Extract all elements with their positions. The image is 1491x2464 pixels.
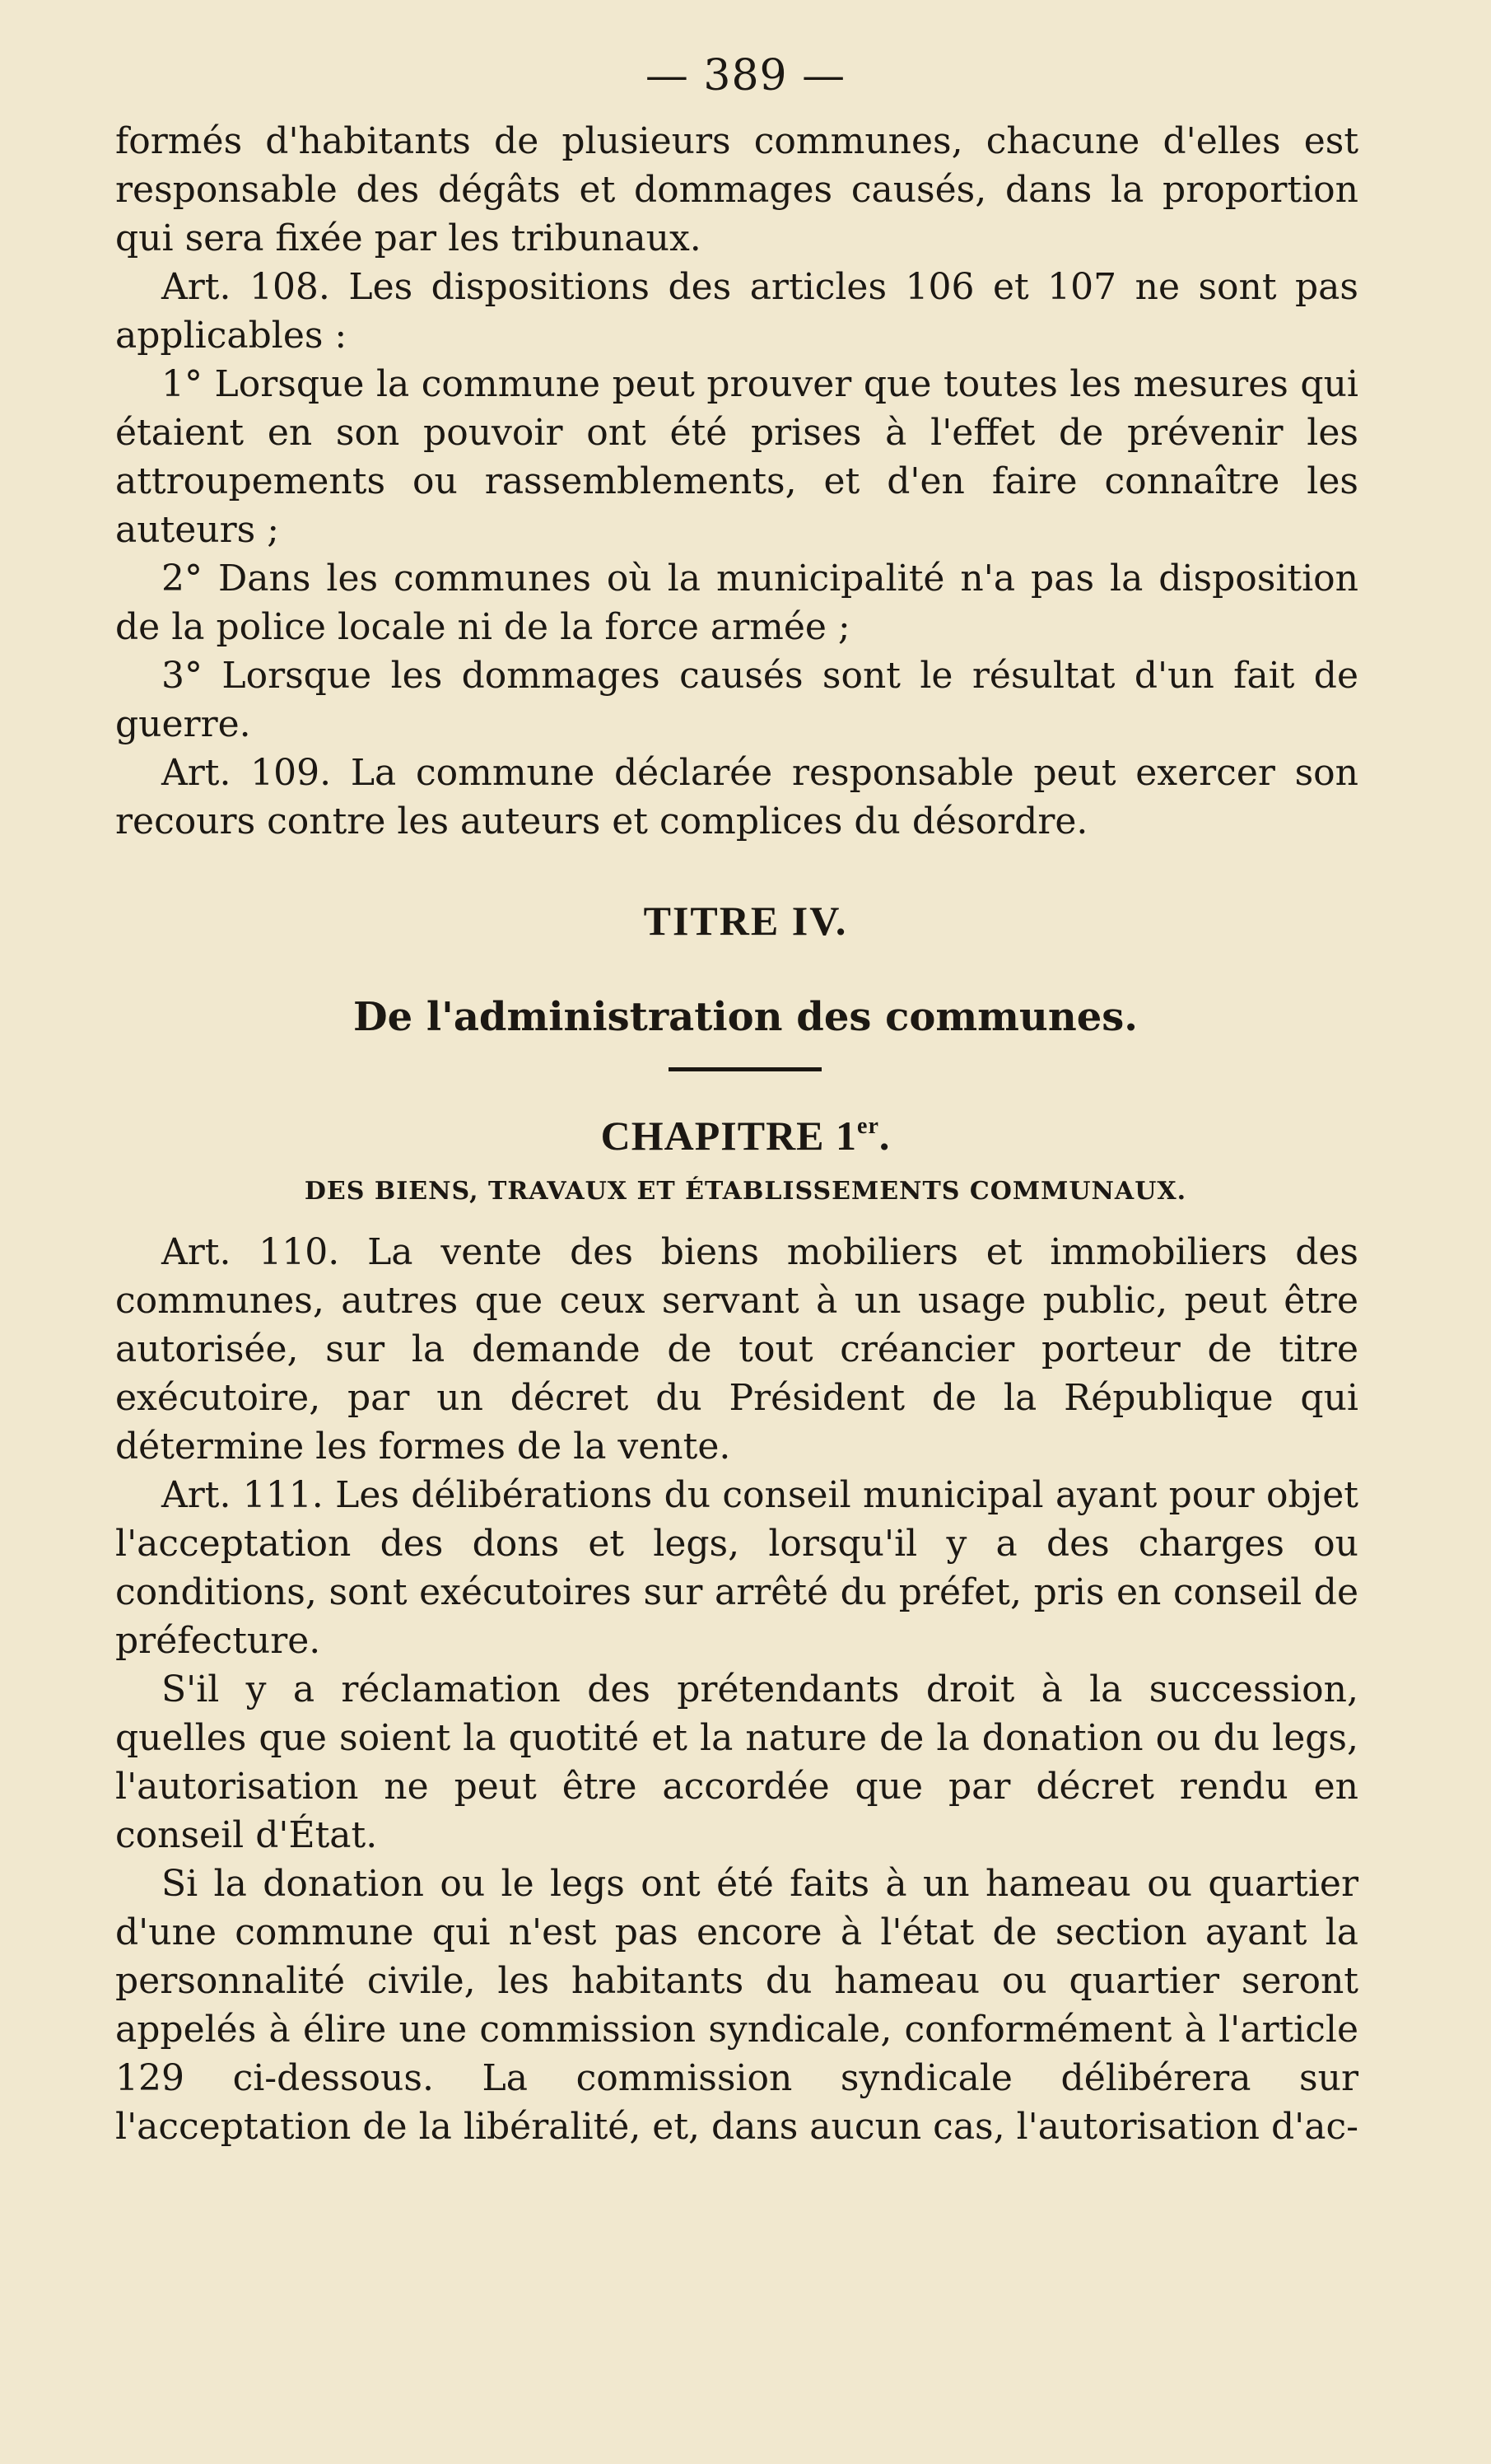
top-text-block [115,117,1358,846]
paragraph: 2° Dans les communes où la municipalité n'a pas la disposition de la police locale ni de la force armée ; [115,558,1358,648]
page-number: — 389 — [645,51,846,100]
paragraph: Art. 111. Les délibérations du conseil municipal ayant pour objet l'acceptation des dons et legs, lorsqu'il y a des charges ou conditions, sont exécutoires sur arrêté du préfet, pris en conseil de préfecture. [115,1474,1358,1662]
paragraph: Art. 110. La vente des biens mobiliers et immobiliers des communes, autres que ceux servant à un usage public, peut être autorisée, sur la demande de tout créancier porteur de titre exécutoire, par un décret du Président de la République qui détermine les formes de la vente. [115,1231,1358,1468]
paragraph: 3° Lorsque les dommages causés sont le résultat d'un fait de guerre. [115,655,1358,745]
divider-rule [669,1067,822,1071]
titre-heading: TITRE IV. [643,898,848,944]
chapitre-suffix: er [857,1113,879,1139]
paragraph: Si la donation ou le legs ont été faits à un hameau ou quartier d'une commune qui n'est pas encore à l'état de section ayant la personnalité civile, les habitants du hameau ou quartier seront appelés à élire une commission syndicale, conformément à l'article 129 ci-dessous. La commission syndicale délibérera sur l'acceptation de la libéralité, et, dans aucun cas, l'autorisation d'ac- [115,1863,1359,2148]
paragraph: formés d'habitants de plusieurs communes, chacune d'elles est responsable des dégâts et dommages causés, dans la proportion qui sera fixée par les tribunaux. [115,120,1358,259]
paragraph: S'il y a réclamation des prétendants droit à la succession, quelles que soient la quotité et la nature de la donation ou du legs, l'autorisation ne peut être accordée que par décret rendu en conseil d'État. [115,1668,1358,1856]
paragraph: Art. 109. La commune déclarée responsable peut exercer son recours contre les auteurs et complices du désordre. [115,752,1358,842]
bottom-text-block [115,1228,1358,2151]
chapitre-main: CHAPITRE 1 [600,1113,858,1159]
paragraph: Art. 108. Les dispositions des articles 106 et 107 ne sont pas applicables : [115,266,1358,357]
paragraph: 1° Lorsque la commune peut prouver que toutes les mesures qui étaient en son pouvoir ont été prises à l'effet de prévenir les attroupements ou rassemblements, et d'en faire connaître les auteurs ; [115,363,1358,551]
chapitre-end: . [878,1113,891,1159]
section-title: De l'administration des communes. [353,994,1138,1040]
chapter-subheading: DES BIENS, TRAVAUX ET ÉTABLISSEMENTS COMMUNAUX. [304,1177,1187,1206]
chapitre-heading [0,1101,1491,1161]
